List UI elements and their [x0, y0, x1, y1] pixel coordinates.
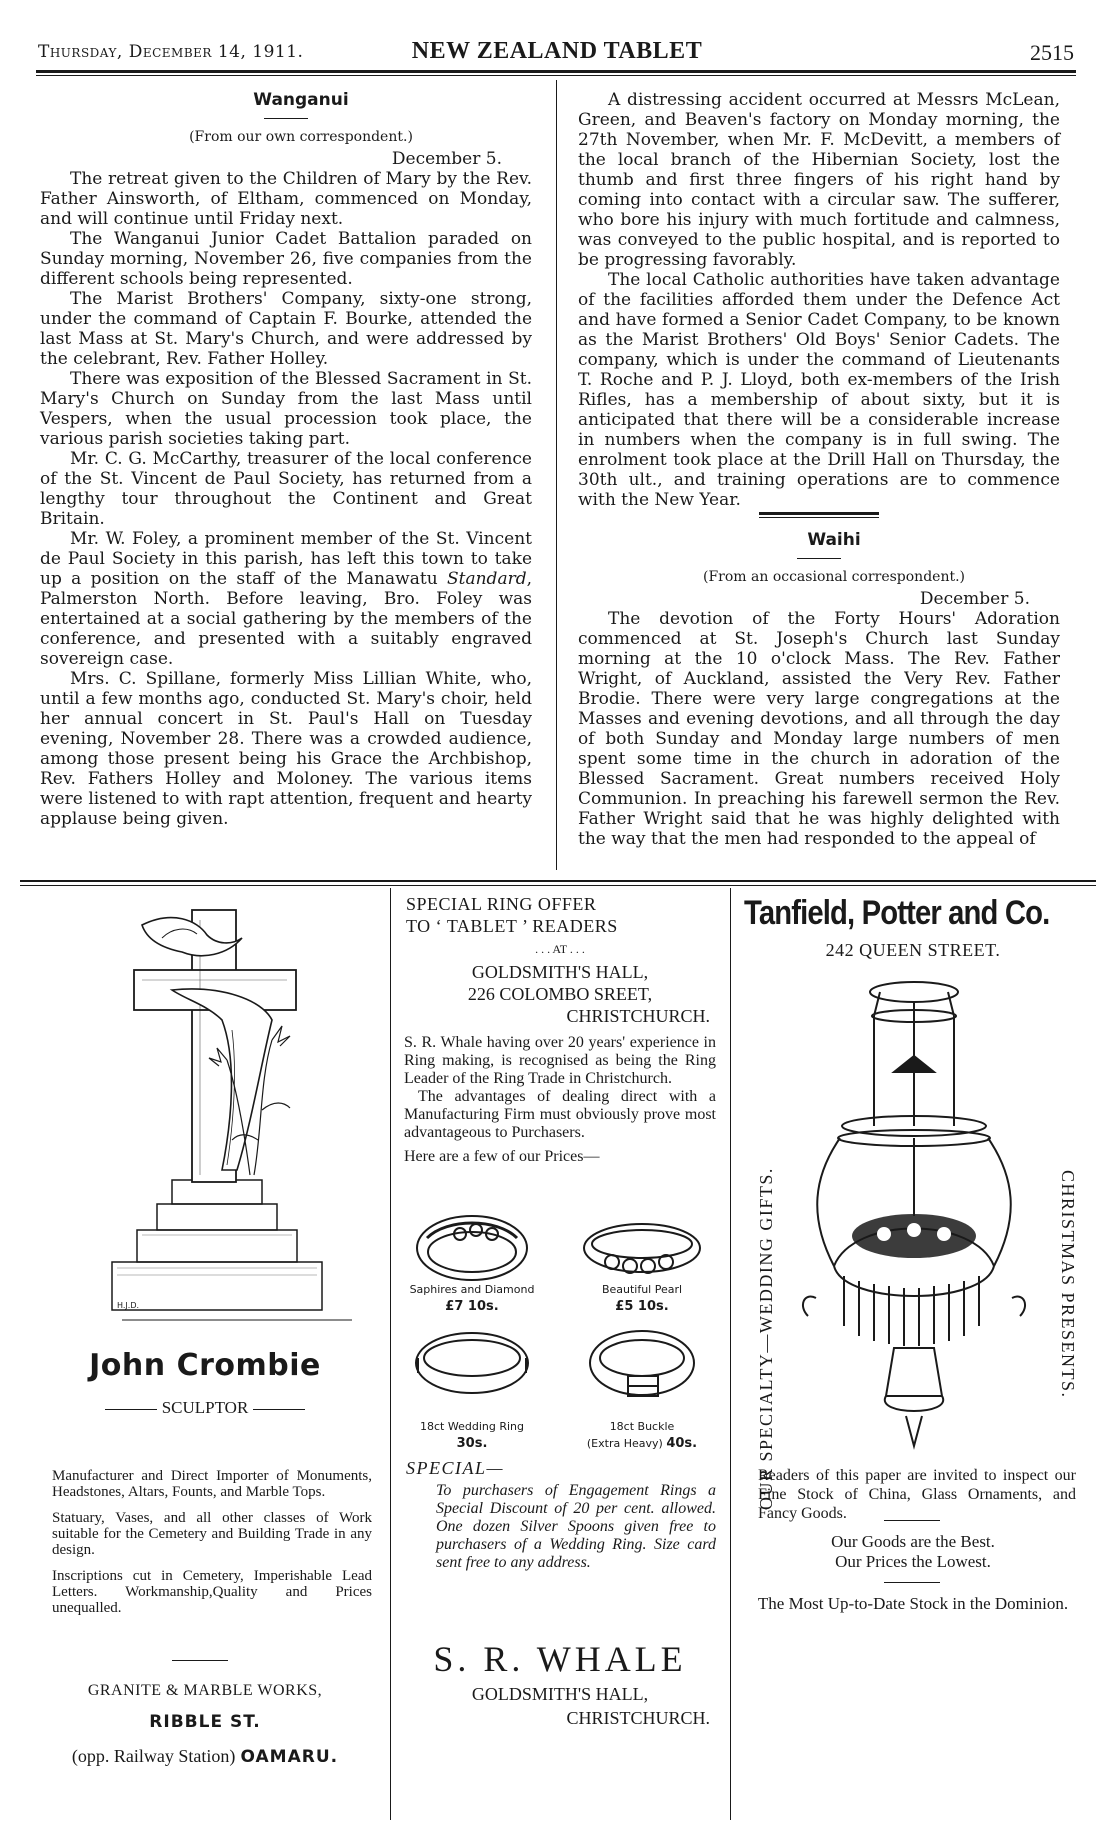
- monument-cross-illustration: [22, 890, 388, 1330]
- section-title-waihi: Waihi: [807, 530, 861, 550]
- ring-caption: Saphires and Diamond: [409, 1283, 535, 1296]
- section-title-wanganui: Wanganui: [253, 90, 349, 110]
- right-column: [578, 90, 1060, 849]
- ring-price: £7 10s.: [445, 1299, 499, 1314]
- ring-caption: [562, 1436, 722, 1451]
- jeweller-hall: GOLDSMITH'S HALL,: [471, 1684, 649, 1704]
- pearl-ring-icon: [584, 1224, 700, 1273]
- ads-rule-thin: [20, 885, 1096, 886]
- goods-line: Our Goods are the Best.: [831, 1532, 995, 1551]
- wanganui-article: [40, 90, 532, 829]
- ad-paragraph: Manufacturer and Direct Importer of Monuments, Headstones, Altars, Founts, and Marble Tops.: [52, 1468, 372, 1500]
- correspondent-line: (From our own correspondent.): [189, 129, 413, 145]
- role-rule: [105, 1409, 157, 1410]
- ad-paragraph: S. R. Whale having over 20 years' experience in Ring making, is recognised as being the Ring Leader of the Ring Trade in Christchurch.: [404, 1034, 716, 1087]
- paragraph: The Marist Brothers' Company, sixty-one strong, under the command of Captain F. Bourke, attended the last Mass at St. Mary's Church, and were addressed by the celebrant, Rev. Father Holley.: [40, 289, 532, 369]
- sapphire-ring-icon: [417, 1216, 527, 1280]
- buckle-ring-icon: [590, 1331, 694, 1396]
- whale-body: [404, 1034, 716, 1166]
- stock-line: The Most Up-to-Date Stock in the Dominion.: [757, 1594, 1069, 1613]
- section-double-rule: [759, 512, 879, 518]
- short-rule: [884, 1520, 940, 1521]
- store-name: Tanfield, Potter and Co.: [744, 894, 1050, 932]
- whale-ad: [392, 890, 728, 1815]
- paragraph: Mr. C. G. McCarthy, treasurer of the local conference of the St. Vincent de Paul Society, has returned from a lengthy tour throughout the Continent and Great Britain.: [40, 449, 532, 529]
- works-street: RIBBLE ST.: [149, 1712, 261, 1732]
- crombie-body: [52, 1468, 372, 1616]
- paragraph: The local Catholic authorities have taken advantage of the facilities afforded them under the Defence Act and have formed a Senior Cadet Company, to be known as the Marist Brothers' Old Boys' Senior Cadets. The company, which is under the command of Lieutenants T. Roche and P. J. Lloyd, both ex-members of the Irish Rifles, has a membership of about sixty, but it is anticipated that there will be a considerable increase in numbers when the company is in full swing. The enrolment took place at the Drill Hall on Thursday, the 30th ult., and training operations are to commence with the New Year.: [578, 270, 1060, 510]
- short-rule: [172, 1660, 228, 1661]
- paragraph: There was exposition of the Blessed Sacrament in St. Mary's Church on Sunday from the last Mass until Vespers, when the usual procession took place, the various parish societies taking part.: [40, 369, 532, 449]
- column-divider: [556, 80, 557, 870]
- ad-divider: [730, 888, 731, 1820]
- paragraph-text: , Palmerston North. Before leaving, Bro. Foley was entertained at a social gathering by the members of the conference, and presented with a suitably engraved sovereign case.: [40, 569, 532, 669]
- sculptor-role: SCULPTOR: [161, 1398, 249, 1417]
- ad-paragraph: Inscriptions cut in Cemetery, Imperishable Lead Letters. Workmanship,Quality and Prices unequalled.: [52, 1568, 372, 1616]
- paragraph: [40, 529, 532, 669]
- header-rule-thin: [36, 75, 1076, 76]
- wedding-ring-icon: [416, 1333, 528, 1393]
- header-rule: [36, 70, 1076, 73]
- jeweller-city: CHRISTCHURCH.: [566, 1708, 710, 1728]
- offer-line-1: SPECIAL RING OFFER: [406, 894, 597, 914]
- works-location: [22, 1746, 388, 1767]
- title-rule: [264, 118, 308, 119]
- ring-price: £5 10s.: [615, 1299, 669, 1314]
- correspondent-line: (From an occasional correspondent.): [702, 569, 965, 585]
- paragraph: The Wanganui Junior Cadet Battalion paraded on Sunday morning, November 26, five companies from the different schools being represented.: [40, 229, 532, 289]
- artist-mark: H.J.D.: [117, 1301, 140, 1310]
- tanfield-body: Readers of this paper are invited to inspect our Fine Stock of China, Glass Ornaments, and Fancy Goods.: [758, 1467, 1076, 1522]
- short-rule: [884, 1582, 940, 1583]
- prices-line: Our Prices the Lowest.: [835, 1552, 991, 1571]
- specialty-vertical-text: OUR SPECIALTY—WEDDING GIFTS.: [756, 1167, 776, 1510]
- offer-line-2: TO ‘ TABLET ’ READERS: [406, 916, 618, 936]
- ring-caption: 18ct Wedding Ring: [420, 1420, 524, 1433]
- ring-caption: Beautiful Pearl: [601, 1283, 683, 1296]
- dateline: December 5.: [919, 589, 1030, 609]
- town-name: OAMARU.: [240, 1747, 339, 1767]
- hanging-lamp-illustration: [794, 976, 1034, 1456]
- jeweller-name: S. R. WHALE: [433, 1639, 687, 1679]
- ad-paragraph: Here are a few of our Prices—: [404, 1148, 600, 1165]
- paragraph: A distressing accident occurred at Messrs McLean, Green, and Beaven's factory on Monday morning, the 27th November, when Mr. F. McDevitt, a members of the local branch of the Hibernian Society, lost the thumb and first three fingers of his right hand by coming into contact with a circular saw. The sufferer, who bore his injury with much fortitude and calmness, was conveyed to the public hospital, and is reported to be progressing favorably.: [578, 90, 1060, 270]
- paragraph: The retreat given to the Children of Mary by the Rev. Father Ainsworth, of Eltham, commenced on Monday, and will continue until Friday next.: [40, 169, 532, 229]
- special-heading: SPECIAL—: [406, 1458, 505, 1478]
- role-rule: [253, 1409, 305, 1410]
- at-line: . . . AT . . .: [535, 942, 585, 956]
- sculptor-role-line: [22, 1398, 388, 1418]
- special-text: To purchasers of Engagement Rings a Special Discount of 20 per cent. allowed. One dozen Silver Spoons given free to purchasers of a Wedding Ring. Size card sent free to any address.: [436, 1482, 716, 1571]
- ads-rule: [20, 880, 1096, 882]
- dateline: December 5.: [391, 149, 502, 169]
- hall-name: GOLDSMITH'S HALL,: [471, 962, 649, 982]
- issue-date: Thursday, December 14, 1911.: [38, 42, 304, 62]
- crombie-ad: [22, 890, 388, 1815]
- works-name: GRANITE & MARBLE WORKS,: [87, 1682, 323, 1699]
- ring-caption: 18ct Buckle: [609, 1420, 675, 1433]
- paragraph-text: Mr. W. Foley, a prominent member of the St. Vincent de Paul Society in this parish, has left this town to take up a position on the staff of the Manawatu: [40, 529, 532, 589]
- page-number: 2515: [1030, 40, 1074, 65]
- sculptor-name: John Crombie: [89, 1348, 321, 1383]
- ad-paragraph: The advantages of dealing direct with a Manufacturing Firm must obviously prove most advantageous to Purchasers.: [404, 1088, 716, 1141]
- ring-caption-note: (Extra Heavy): [586, 1437, 663, 1450]
- paragraph: Mrs. C. Spillane, formerly Miss Lillian White, who, until a few months ago, conducted St. Mary's choir, held her annual concert in St. Paul's Hall on Tuesday evening, November 28. There was a crowded audience, among those present being his Grace the Archbishop, Rev. Fathers Holley and Moloney. The various items were listened to with rapt attention, frequent and hearty applause being given.: [40, 669, 532, 829]
- station-note: (opp. Railway Station): [71, 1746, 236, 1766]
- tanfield-ad: [732, 890, 1094, 1815]
- ring-price: 30s.: [456, 1436, 488, 1451]
- title-rule: [797, 558, 841, 559]
- city-name: CHRISTCHURCH.: [566, 1006, 710, 1026]
- ring-price: 40s.: [666, 1436, 698, 1451]
- ad-paragraph: Statuary, Vases, and all other classes of Work suitable for the Cemetery and Building Trade in any design.: [52, 1510, 372, 1558]
- newspaper-name: Standard: [447, 569, 527, 589]
- ad-divider: [390, 888, 391, 1820]
- masthead-title: NEW ZEALAND TABLET: [411, 38, 703, 64]
- paragraph: The devotion of the Forty Hours' Adoration commenced at St. Joseph's Church last Sunday morning at the 10 o'clock Mass. The Rev. Father Wright, of Auckland, assisted the Very Rev. Father Brodie. There were very large congregations at the Masses and evening devotions, and all through the day of both Sunday and Monday large numbers of men spent some time in the church in adoration of the Blessed Sacrament. Great numbers received Holy Communion. In preaching his farewell sermon the Rev. Father Wright said that he was highly delighted with the way that the men had responded to the appeal of: [578, 609, 1060, 849]
- store-address: 242 QUEEN STREET.: [825, 940, 1001, 960]
- christmas-vertical-text: CHRISTMAS PRESENTS.: [1058, 1170, 1078, 1399]
- street-address: 226 COLOMBO SREET,: [467, 984, 653, 1004]
